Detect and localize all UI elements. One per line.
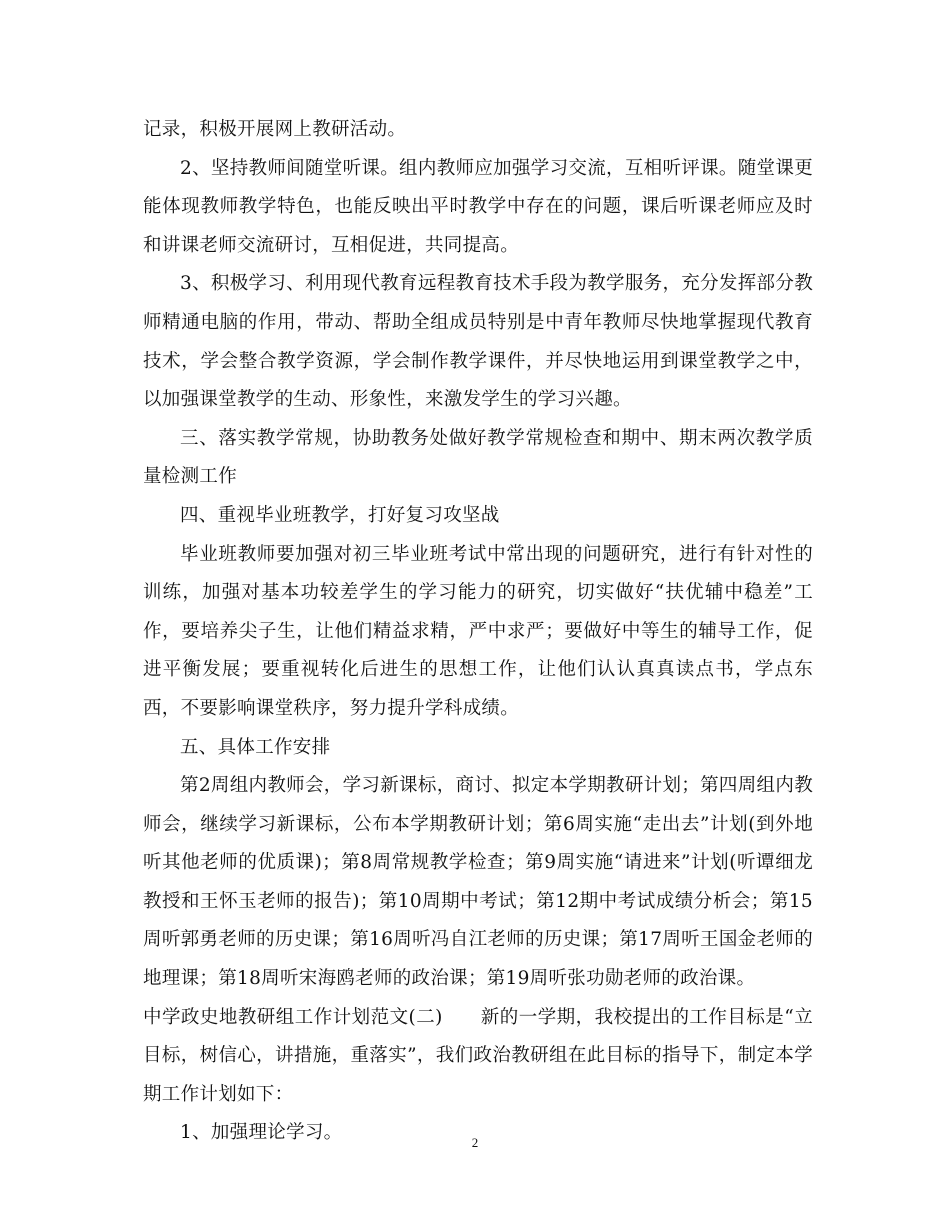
- section-heading-work-arrangement: 五、具体工作安排: [180, 736, 331, 758]
- section-heading-graduating-class: 四、重视毕业班教学，打好复习攻坚战: [180, 504, 500, 526]
- document-body: [143, 111, 813, 1153]
- paragraph-modern-education-tech: 3、积极学习、利用现代教育远程教育技术手段为教学服务，充分发挥部分教师精通电脑的作用，带动、帮助全组成员特别是中青年教师尽快地掌握现代教育技术，学会整合教学资源，学会制作教学课件，并尽快地运用到课堂教学之中，以加强课堂教学的生动、形象性，来激发学生的学习兴趣。: [143, 273, 813, 411]
- paragraph-theory-study: 1、加强理论学习。: [180, 1122, 343, 1144]
- paragraph-weekly-schedule: 第2周组内教师会，学习新课标，商讨、拟定本学期教研计划；第四周组内教师会，继续学习新课标，公布本学期教研计划；第6周实施“走出去”计划(到外地听其他老师的优质课)；第8周常规教学检查；第9周实施“请进来”计划(听谭细龙教授和王怀玉老师的报告)；第10周期中考试；第12期中考试成绩分析会；第15周听郭勇老师的历史课；第16周听冯自江老师的历史课；第17周听王国金老师的地理课；第18周听宋海鸥老师的政治课；第19周听张功勋老师的政治课。: [143, 775, 813, 990]
- section-heading-teaching-routines: 三、落实教学常规，协助教务处做好教学常规检查和期中、期末两次教学质量检测工作: [143, 427, 813, 488]
- paragraph-plan-two-intro: 中学政史地教研组工作计划范文(二) 新的一学期，我校提出的工作目标是“立目标，树信心，讲措施，重落实”，我们政治教研组在此目标的指导下，制定本学期工作计划如下：: [143, 1006, 813, 1105]
- paragraph-graduating-class-teachers: 毕业班教师要加强对初三毕业班考试中常出现的问题研究，进行有针对性的训练，加强对基本功较差学生的学习能力的研究，切实做好“扶优辅中稳差”工作，要培养尖子生，让他们精益求精，严中求严；要做好中等生的辅导工作，促进平衡发展；要重视转化后进生的思想工作，让他们认认真真读点书，学点东西，不要影响课堂秩序，努力提升学科成绩。: [143, 543, 813, 719]
- paragraph-peer-observation: 2、坚持教师间随堂听课。组内教师应加强学习交流，互相听评课。随堂课更能体现教师教学特色，也能反映出平时教学中存在的问题，课后听课老师应及时和讲课老师交流研讨，互相促进，共同提高。: [143, 157, 813, 256]
- paragraph-record-continuation: 记录，积极开展网上教研活动。: [143, 119, 407, 140]
- page-number: 2: [471, 1135, 479, 1150]
